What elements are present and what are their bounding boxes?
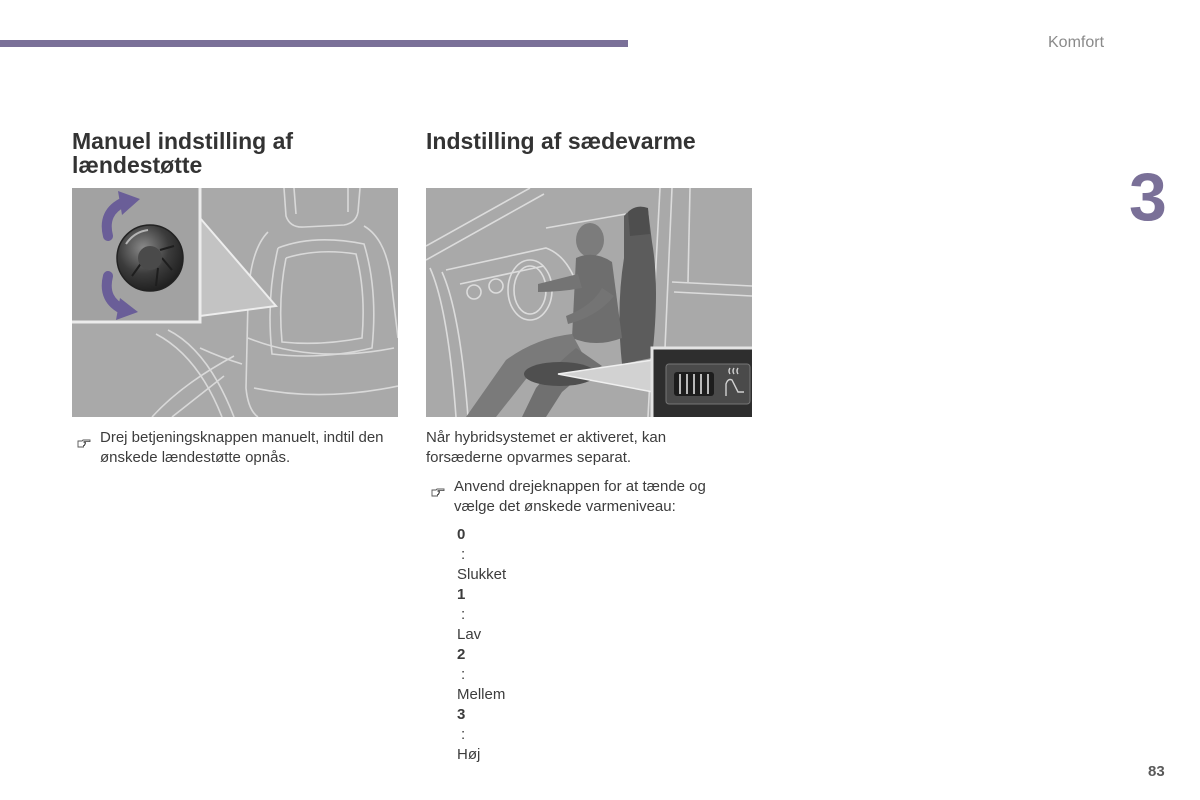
pointing-hand-icon [77, 435, 91, 453]
lumbar-figure [72, 188, 398, 417]
lumbar-heading-line: lændestøtte [72, 152, 203, 178]
instruction-line: ønskede lændestøtte opnås. [100, 449, 291, 466]
instruction-line: vælge det ønskede varmeniveau: [454, 498, 676, 515]
lumbar-heading [72, 129, 293, 177]
seat-heating-instruction [454, 477, 706, 517]
heat-level-separator: : [461, 726, 466, 743]
heat-level-separator: : [461, 606, 466, 623]
driver-seat-icon [619, 207, 656, 364]
seat-heating-figure [426, 188, 752, 417]
heat-level-label: Mellem [457, 686, 506, 703]
heat-level-label: Høj [457, 746, 481, 763]
heat-level-item [457, 525, 506, 585]
heat-level-list [457, 525, 506, 765]
page-number: 83 [1148, 763, 1165, 780]
instruction-line: Anvend drejeknappen for at tænde og [454, 478, 706, 495]
heated-seat-dial-inset [652, 348, 752, 417]
lumbar-knob-inset [72, 188, 200, 322]
seat-heating-heading: Indstilling af sædevarme [426, 128, 696, 154]
heat-level-label: Lav [457, 626, 482, 643]
heat-level-label: Slukket [457, 566, 507, 583]
pointing-hand-icon [431, 484, 445, 502]
heat-level-value: 0 [457, 526, 466, 543]
header-accent-bar [0, 40, 628, 47]
instruction-line: Drej betjeningsknappen manuelt, indtil den [100, 429, 384, 446]
section-title: Komfort [1048, 34, 1105, 51]
chapter-number: 3 [1129, 159, 1167, 235]
heat-level-value: 2 [457, 646, 466, 663]
lumbar-knob-icon [117, 225, 183, 291]
heat-level-value: 1 [457, 586, 466, 603]
heat-dial-roller-icon [674, 372, 714, 396]
intro-line: Når hybridsystemet er aktiveret, kan [426, 429, 667, 446]
heat-level-item [457, 705, 506, 765]
heat-level-value: 3 [457, 706, 466, 723]
heat-level-separator: : [461, 546, 466, 563]
seat-heating-intro [426, 428, 666, 468]
heat-level-item [457, 585, 506, 645]
intro-line: forsæderne opvarmes separat. [426, 449, 632, 466]
lumbar-instruction [100, 428, 384, 468]
lumbar-heading-line: Manuel indstilling af [72, 128, 294, 154]
heat-level-separator: : [461, 666, 466, 683]
heat-level-item [457, 645, 506, 705]
